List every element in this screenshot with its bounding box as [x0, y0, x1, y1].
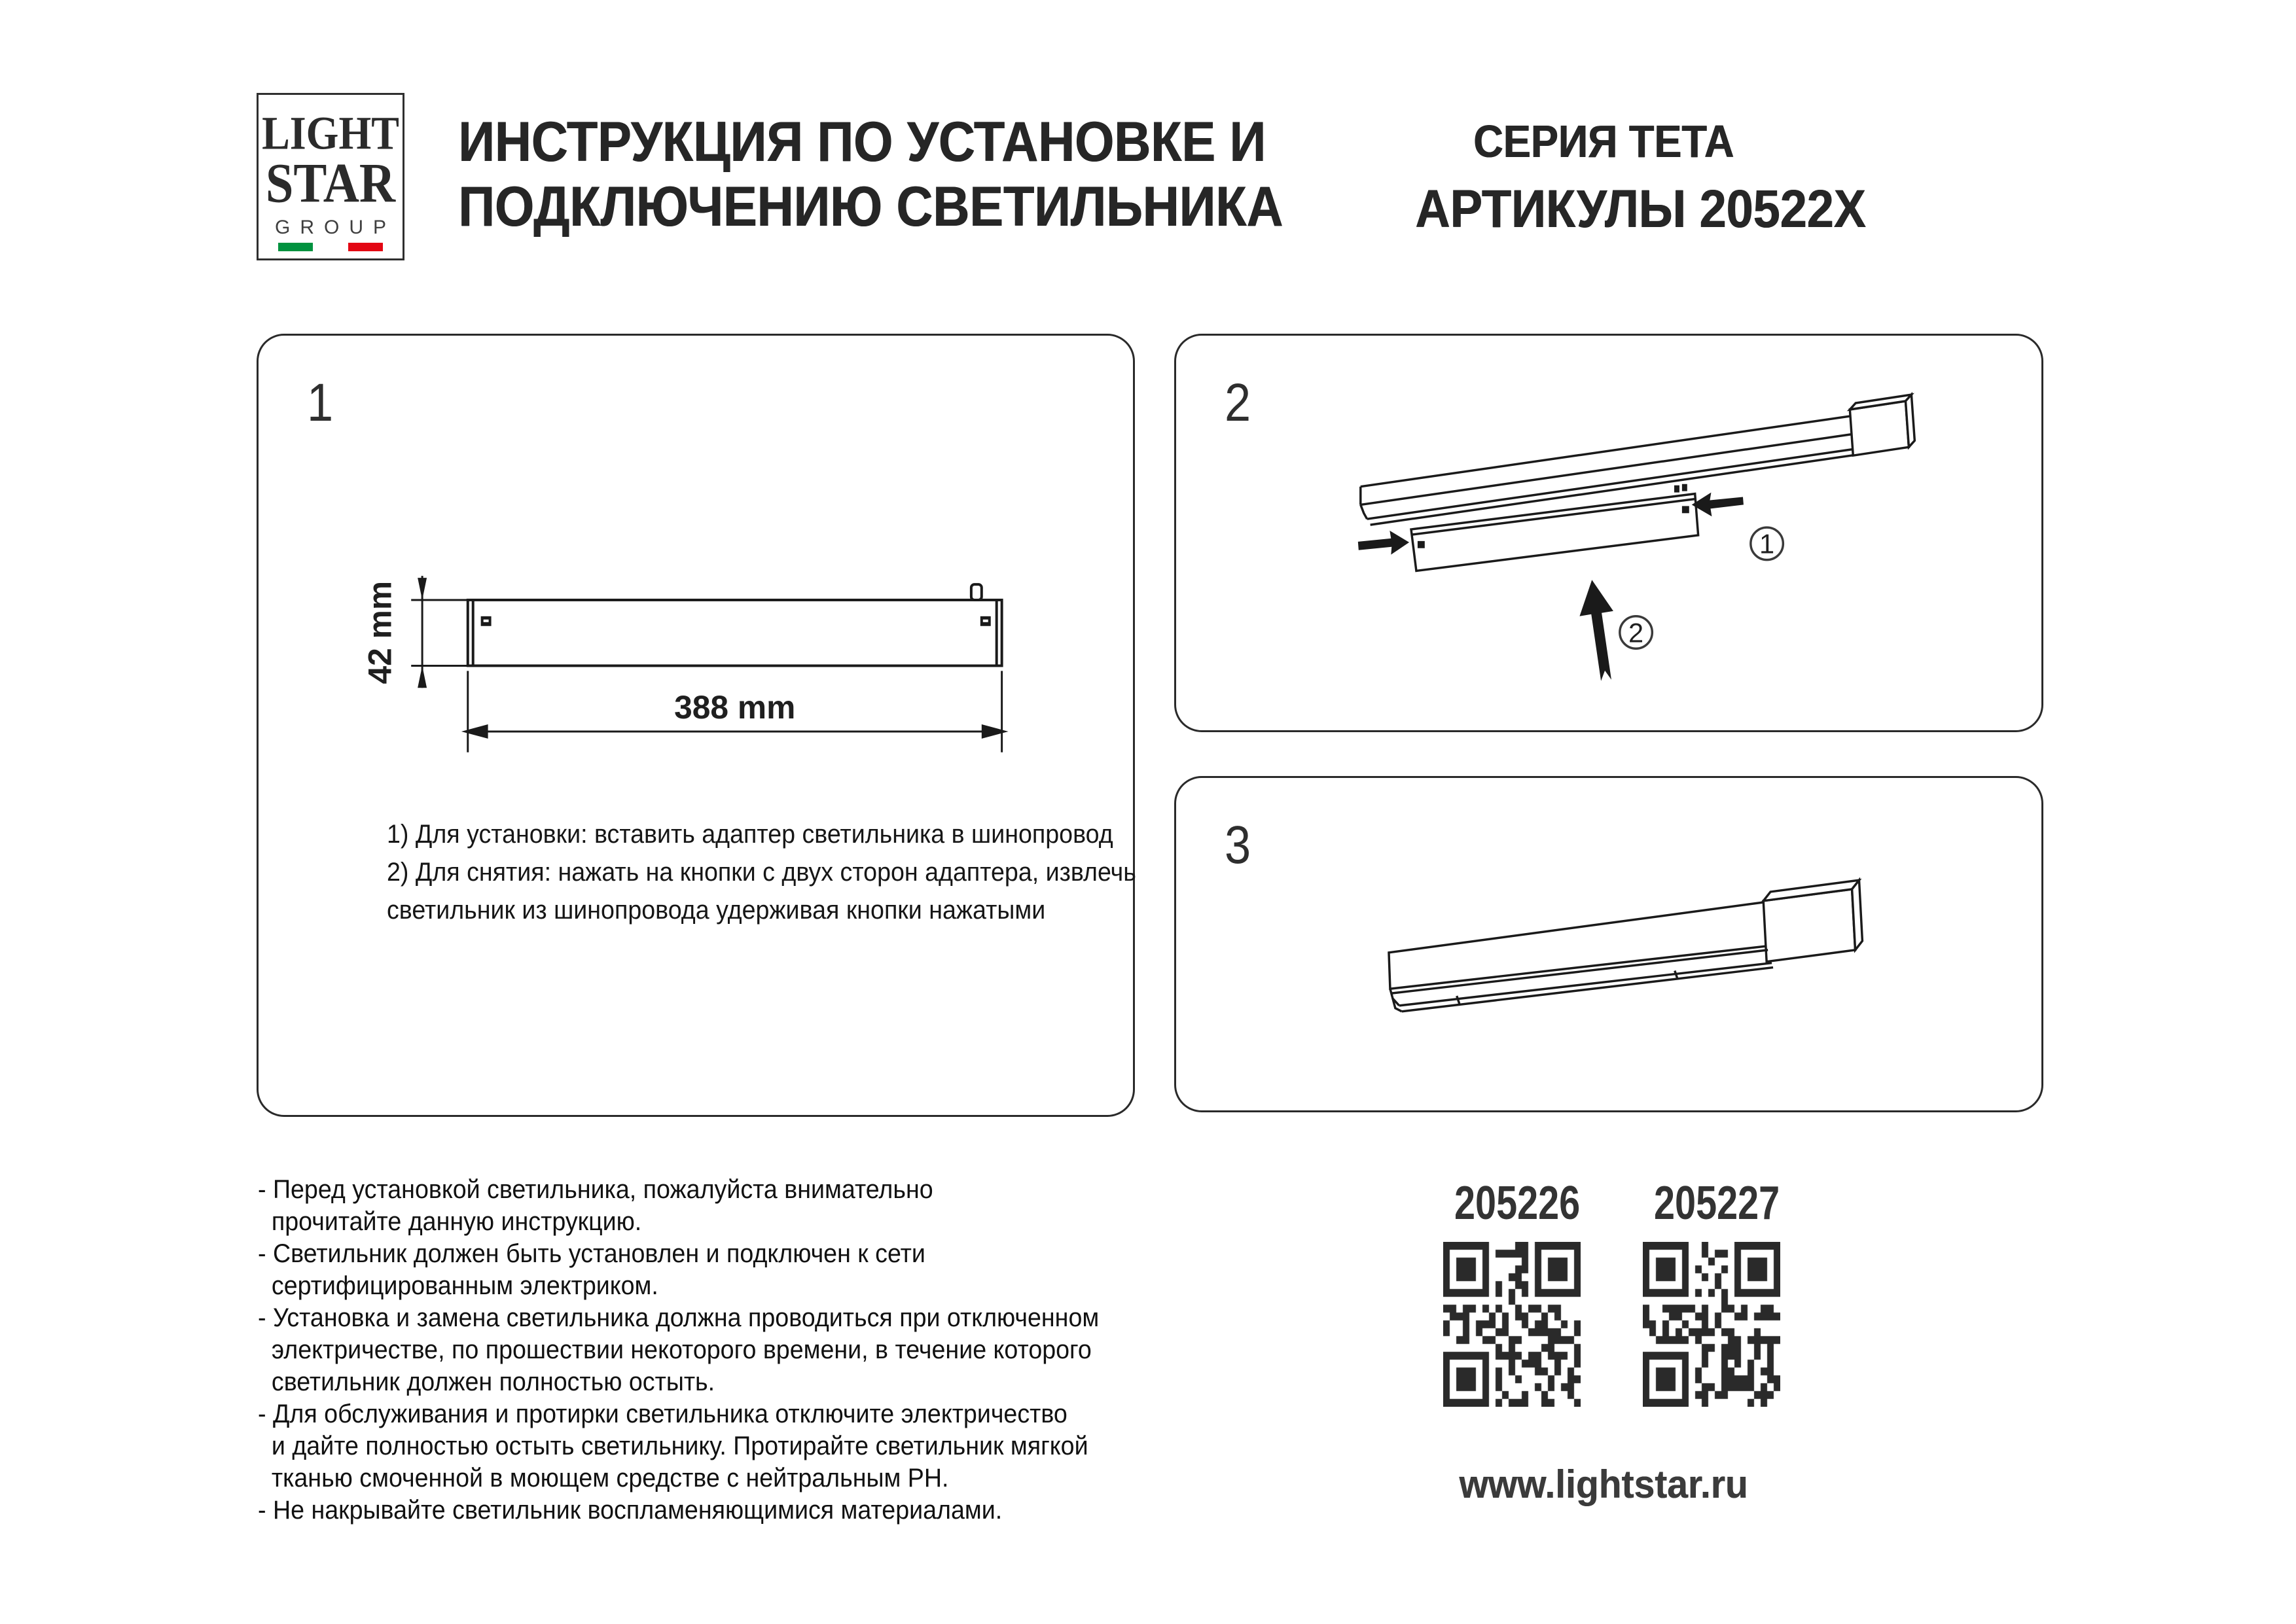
adapter-tab: [971, 584, 982, 600]
warning-line: сертифицированным электриком.: [258, 1271, 658, 1300]
series-block: [1394, 116, 1866, 239]
press-arrow-left: [1358, 531, 1409, 555]
note-line: 2) Для снятия: нажать на кнопки с двух сторон адаптера, извлечь: [387, 858, 1136, 887]
website-url: www.lightstar.ru: [1459, 1462, 1748, 1506]
release-button-right: [980, 616, 991, 626]
warning-line: - Для обслуживания и протирки светильника отключите электричество: [258, 1400, 1067, 1428]
logo-word-group: GROUP: [274, 217, 396, 238]
qr-code: [1443, 1242, 1581, 1407]
width-dimension-label: 388 mm: [674, 689, 796, 726]
logo-word-light: LIGHT: [262, 107, 399, 160]
insert-arrow-up: [1579, 580, 1613, 680]
release-button-left: [1418, 541, 1425, 548]
article-code: 205227: [1654, 1177, 1780, 1229]
insertion-diagram: [1176, 336, 2041, 730]
height-dimension-label: 42 mm: [361, 580, 399, 684]
height-dimension: [411, 576, 468, 688]
flag-white: [313, 243, 348, 251]
warning-line: и дайте полностью остыть светильнику. Протирайте светильник мягкой: [258, 1432, 1088, 1460]
warning-line: тканью смоченной в моющем средстве с нейтральным PH.: [258, 1464, 949, 1492]
dim-arrow-down: [418, 578, 427, 600]
press-arrow-right: [1692, 493, 1744, 517]
note-line: 1) Для установки: вставить адаптер светильника в шинопровод: [387, 820, 1113, 849]
warning-line: - Не накрывайте светильник воспламеняющимися материалами.: [258, 1496, 1003, 1525]
callout-2: [1620, 616, 1653, 649]
assembled-luminaire: [1389, 880, 1862, 1012]
step-2-number: 2: [1225, 373, 1251, 432]
article-code: 205226: [1454, 1177, 1581, 1229]
callout-2-label: 2: [1628, 617, 1644, 648]
flag-red: [348, 243, 383, 251]
luminaire-adapter: [1411, 494, 1698, 571]
warning-line: - Установка и замена светильника должна проводиться при отключенном: [258, 1303, 1100, 1332]
luminaire-body: [468, 600, 1002, 665]
warning-line: прочитайте данную инструкцию.: [258, 1207, 642, 1236]
dim-arrow-left: [461, 724, 488, 739]
series-name: СЕРИЯ ТЕТА: [1473, 116, 1734, 167]
step-3-number: 3: [1225, 815, 1251, 875]
article-205227: [1640, 1176, 1784, 1230]
callout-1-label: 1: [1759, 528, 1775, 559]
dim-arrow-right: [982, 724, 1009, 739]
warning-line: - Светильник должен быть установлен и подключен к сети: [258, 1239, 925, 1268]
page-title: [458, 110, 1374, 239]
step-1-notes: [387, 815, 1136, 929]
note-line: светильник из шинопровода удерживая кнопки нажатыми: [387, 896, 1046, 925]
qr-code: [1643, 1242, 1780, 1407]
dimension-drawing: [259, 336, 1133, 1115]
dim-arrow-up: [418, 665, 427, 688]
flag-green: [278, 243, 313, 251]
warning-line: светильник должен полностью остыть.: [258, 1368, 715, 1396]
release-button-left: [481, 616, 492, 626]
panel-step-3: [1174, 776, 2043, 1112]
article-205226: [1440, 1176, 1584, 1230]
logo-word-star: STAR: [265, 151, 396, 215]
lightstar-logo: [257, 93, 404, 260]
assembled-view: [1176, 778, 2041, 1110]
step-1-number: 1: [307, 373, 334, 432]
release-button-right: [1682, 506, 1689, 513]
italian-flag-bar: [278, 243, 383, 251]
title-line-2: ПОДКЛЮЧЕНИЮ СВЕТИЛЬНИКА: [458, 175, 1283, 238]
panel-step-2: [1174, 334, 2043, 732]
adapter-tab: [1674, 484, 1687, 493]
callout-1: [1751, 527, 1784, 560]
panel-step-1: [257, 334, 1135, 1117]
warning-line: электричестве, по прошествии некоторого времени, в течение которого: [258, 1335, 1092, 1364]
title-line-1: ИНСТРУКЦИЯ ПО УСТАНОВКЕ И: [458, 111, 1266, 173]
safety-warnings: [258, 1174, 1099, 1527]
series-articles: АРТИКУЛЫ 20522X: [1415, 179, 1866, 239]
warning-line: - Перед установкой светильника, пожалуйста внимательно: [258, 1175, 933, 1204]
